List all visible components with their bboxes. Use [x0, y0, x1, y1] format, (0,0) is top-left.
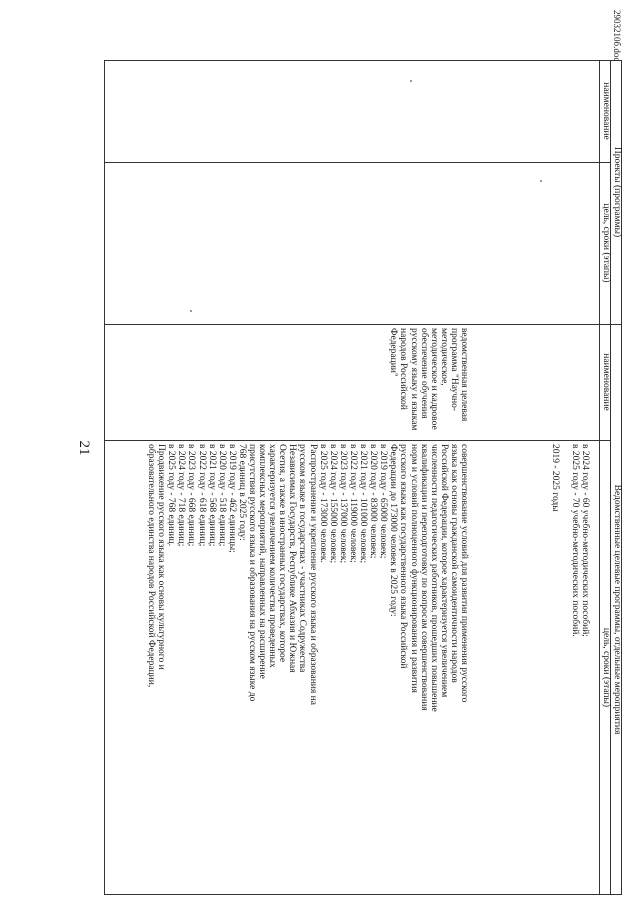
text-line: присутствия русского языка и образования на русском языке до — [247, 444, 258, 702]
text-line: численности педагогических работников, прошедших повышение — [428, 444, 439, 712]
text-line: методическое и кадровое — [428, 328, 439, 430]
header-projects: Проекты (программы) — [612, 146, 622, 238]
scan-speck — [540, 180, 542, 182]
text-line: в 2020 году - 518 единиц; — [216, 444, 227, 547]
text-line: в 2025 году - 768 единиц. — [166, 444, 177, 547]
text-line: в 2023 году - 137000 человек; — [337, 444, 348, 564]
text-line: совершенствование условий для развития применения русского — [459, 444, 469, 703]
text-line: в 2021 году - 101000 человек; — [358, 444, 369, 564]
text-line: методическое, — [438, 328, 449, 386]
text-line: в 2025 году - 70 учебно-методических пособий. — [569, 444, 580, 637]
text-line: программа "Научно- — [448, 328, 459, 411]
text-line: характеризуется увеличением количества проведенных — [267, 444, 278, 668]
text-line: в 2019 году - 462 единицы; — [226, 444, 237, 553]
text-line: в 2020 году - 83000 человек; — [368, 444, 379, 559]
text-line: комплексных мероприятий, направленных на расширение — [257, 444, 268, 679]
scan-speck — [190, 310, 192, 312]
page-number: 21 — [76, 440, 92, 456]
text-line: в 2024 году - 718 единиц; — [176, 444, 187, 547]
text-line: Федерации до 173000 человек в 2025 году: — [388, 444, 399, 617]
text-line: в 2025 году - 173000 человек. — [317, 444, 328, 563]
text-line: в 2019 году - 65000 человек; — [378, 444, 389, 559]
text-line: русском языке в государствах - участниках Содружества — [297, 444, 308, 673]
text-line: норм и условий полноценного функционирования и развития — [408, 444, 419, 693]
header-departmental-name: наименование — [601, 353, 611, 411]
programs-table — [104, 60, 622, 895]
text-line: народов Российской — [398, 328, 409, 410]
text-line: Независимых Государств, Республике Абхазия и Южная — [287, 444, 298, 673]
text-line: в 2022 году - 119000 человек; — [347, 444, 358, 563]
text-line: квалификации и переподготовку по вопросам совершенствования — [418, 444, 429, 711]
text-line: Осетия, а также в иностранных государствах, которое — [277, 444, 288, 663]
column-divider — [104, 440, 611, 441]
text-line: Российской Федерации, которое характеризуется увеличением — [438, 444, 449, 698]
column-divider — [104, 162, 611, 163]
text-line: русского языка как государственного языка Российской — [398, 444, 409, 669]
text-line: Продвижение русского языка как основы культурного и — [156, 444, 167, 670]
text-line: в 2022 году - 618 единиц; — [196, 444, 207, 547]
text-line: 768 единиц в 2025 году: — [236, 444, 247, 541]
column-divider — [104, 324, 622, 325]
text-line — [560, 444, 570, 884]
text-line: обеспечение обучения — [418, 328, 429, 419]
document-footer: 2903210б.doc — [612, 10, 622, 62]
text-line: образовательного единства народов Российской Федерации, — [146, 444, 157, 688]
text-line: ведомственная целевая — [459, 328, 469, 422]
text-line: русскому языку и языкам — [408, 328, 419, 431]
header-departmental: Ведомственные целевые программы, отдельные мероприятия — [612, 484, 622, 735]
top-goal-cell — [550, 444, 590, 884]
table-left-border — [104, 60, 622, 61]
text-line: в 2023 году - 668 единиц; — [186, 444, 197, 547]
text-line: Распространение и укрепление русского языка и образования на — [307, 444, 318, 705]
scan-speck — [410, 80, 412, 82]
table-right-border — [104, 894, 622, 895]
header-departmental-goal: цель, сроки (этапы) — [601, 627, 611, 708]
text-line: 2019 - 2025 годы — [549, 444, 560, 512]
header-projects-name: наименование — [601, 82, 611, 140]
text-line: Федерации" — [388, 328, 399, 377]
text-line: в 2021 году - 568 единиц; — [206, 444, 217, 547]
table-bottom-border — [104, 60, 105, 895]
header-projects-goal: цель, сроки (этапы) — [601, 203, 611, 283]
program-name-cell — [388, 328, 469, 438]
text-line: в 2024 году - 155000 человек; — [327, 444, 338, 564]
text-line: языка как основы гражданской самоидентичности народов — [448, 444, 459, 683]
program-goal-cell — [146, 444, 469, 889]
text-line: в 2024 году - 60 учебно-методических пособий; — [580, 444, 590, 637]
